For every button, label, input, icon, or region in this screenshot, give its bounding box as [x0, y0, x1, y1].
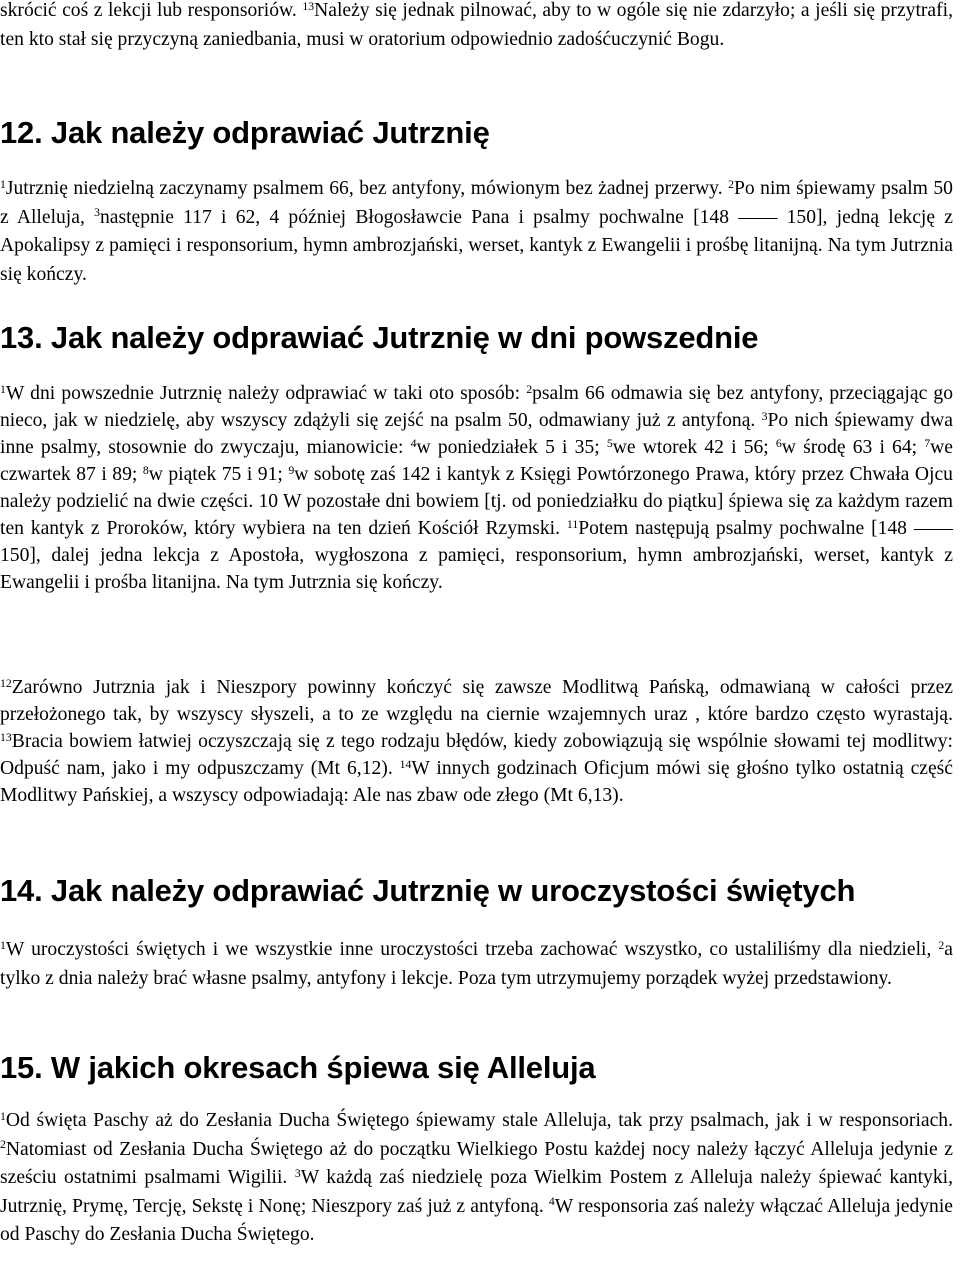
verse-text: Natomiast od Zesłania Ducha Świętego aż do początku Wielkiego Postu każdej nocy należy łączyć Alleluja jedynie z sześciu ostatnimi psalmami Wigilii.: [0, 1138, 953, 1189]
verse-text: W uroczystości świętych i we wszystkie inne uroczystości trzeba zachować wszystko, co ustaliliśmy dla niedzieli,: [5, 939, 932, 960]
chapter-15-heading: 15. W jakich okresach śpiewa się Alleluja: [0, 1050, 596, 1085]
verse-number: 13: [302, 0, 315, 13]
verse-text: W dni powszednie Jutrznię należy odprawiać w taki oto sposób:: [5, 383, 521, 404]
verse-number: 6: [775, 436, 782, 450]
verse-number: 1: [0, 382, 6, 396]
verse-number: 8: [142, 463, 149, 477]
verse-number: 2: [526, 382, 533, 396]
verse-text: Po nim śpiewamy psalm 50 z Alleluja,: [0, 178, 953, 228]
verse-number: 7: [924, 436, 931, 450]
chapter-12-heading: 12. Jak należy odprawiać Jutrznię: [0, 115, 490, 150]
verse-text: Potem następują psalmy pochwalne [148 —— 150], dalej jedna lekcja z Apostoła, wygłoszona z pamięci, responsorium, hymn ambrozjański, werset, kantyk z Ewangelii i prośba litanijna. Na tym Jutrznia się kończy.: [0, 518, 954, 593]
verse-number: 2: [0, 1138, 6, 1152]
verse-text: W responsoria zaś należy włączać Alleluja jedynie od Paschy do Zesłania Ducha Świętego.: [0, 1195, 953, 1246]
verse-number: 14: [399, 757, 412, 771]
verse-text: W innych godzinach Oficjum mówi się głośno tylko ostatnią część Modlitwy Pańskiej, a wszyscy odpowiadają: Ale nas zbaw ode złego (Mt 6,13).: [0, 758, 953, 806]
verse-text: w poniedziałek 5 i 35;: [416, 437, 600, 458]
verse-number: 1: [0, 938, 6, 952]
verse-text: a tylko z dnia należy brać własne psalmy, antyfony i lekcje. Poza tym utrzymujemy porządek wyżej przedstawiony.: [0, 939, 953, 989]
chapter-13-paragraph-2: [0, 674, 953, 809]
verse-number: 3: [294, 1166, 301, 1180]
verse-text: w sobotę zaś 142 i kantyk z Księgi Powtórzonego Prawa, który przez Chwała Ojcu należy podzielić na dwie części. 10 W pozostałe dni bowiem [tj. od poniedziałku do piątku] śpiewa się za każdym razem ten kantyk z Proroków, który wybiera na ten dzień Kościół Rzymski.: [0, 464, 953, 539]
verse-number: 9: [288, 463, 295, 477]
verse-number: 4: [410, 436, 417, 450]
verse-text: następnie 117 i 62, 4 później Błogosławcie Pana i psalmy pochwalne [148 —— 150], jedną lekcję z Apokalipsy z pamięci i responsorium, hymn ambrozjański, werset, kantyk z Ewangelii i prośbę litanijną. Na tym Jutrznia się kończy.: [0, 206, 953, 285]
verse-text: Bracia bowiem łatwiej oczyszczają się z tego rodzaju błędów, kiedy zobowiązują się wspólnie słowami tej modlitwy: Odpuść nam, jako i my odpuszczamy (Mt 6,12).: [0, 731, 953, 779]
verse-number: 4: [548, 1195, 555, 1209]
chapter-14-paragraph: [0, 936, 953, 993]
chapter-14-heading: 14. Jak należy odprawiać Jutrznię w uroczystości świętych: [0, 873, 856, 908]
verse-text: Po nich śpiewamy dwa inne psalmy, stosownie do zwyczaju, mianowicie:: [0, 410, 953, 458]
verse-number: 5: [606, 436, 613, 450]
verse-text: Zarówno Jutrznia jak i Nieszpory powinny kończyć się zawsze Modlitwą Pańską, odmawianą w całości przez przełożonego tak, by wszyscy słyszeli, a to ze względu na ciernie wzajemnych uraz , które bardzo często wyrastają.: [0, 677, 953, 725]
verse-text: w środę 63 i 64;: [781, 437, 918, 458]
verse-number: 3: [761, 409, 768, 423]
chapter-13-heading: 13. Jak należy odprawiać Jutrznię w dni powszednie: [0, 320, 759, 355]
verse-number: 2: [728, 177, 734, 191]
intro-paragraph: [0, 0, 953, 54]
verse-number: 1: [0, 1109, 6, 1123]
verse-number: 13: [0, 730, 12, 744]
verse-text: Od święta Paschy aż do Zesłania Ducha Świętego śpiewamy stale Alleluja, tak przy psalmach, jak i w responsoriach.: [5, 1110, 953, 1131]
verse-number: 3: [94, 206, 100, 220]
chapter-12-paragraph: [0, 175, 953, 289]
verse-number: 1: [0, 177, 6, 191]
intro-text-1: skrócić coś z lekcji lub responsoriów.: [0, 0, 297, 21]
verse-text: we czwartek 87 i 89;: [0, 437, 954, 485]
chapter-13-paragraph-1: [0, 380, 953, 596]
verse-text: psalm 66 odmawia się bez antyfony, przeciągając go nieco, jak w niedzielę, aby wszyscy zdążyli się zejść na psalm 50, odmawiany już z antyfoną.: [0, 383, 954, 431]
verse-number: 12: [0, 676, 12, 690]
verse-number: 2: [938, 938, 945, 952]
verse-text: Jutrznię niedzielną zaczynamy psalmem 66, bez antyfony, mówionym bez żadnej przerwy.: [5, 178, 723, 199]
verse-text: W każdą zaś niedzielę poza Wielkim Postem z Alleluja należy śpiewać kantyki, Jutrznię, Prymę, Tercję, Sekstę i Nonę; Nieszpory zaś już z antyfoną.: [0, 1167, 953, 1217]
chapter-15-paragraph: [0, 1107, 953, 1250]
intro-text-2: Należy się jednak pilnować, aby to w ogóle się nie zdarzyło; a jeśli się przytrafi, ten kto stał się przyczyną zaniedbania, musi w oratorium odpowiednio zadośćuczynić Bogu.: [0, 0, 953, 50]
verse-text: we wtorek 42 i 56;: [612, 437, 769, 458]
verse-text: w piątek 75 i 91;: [148, 464, 283, 485]
verse-number: 11: [566, 517, 579, 531]
